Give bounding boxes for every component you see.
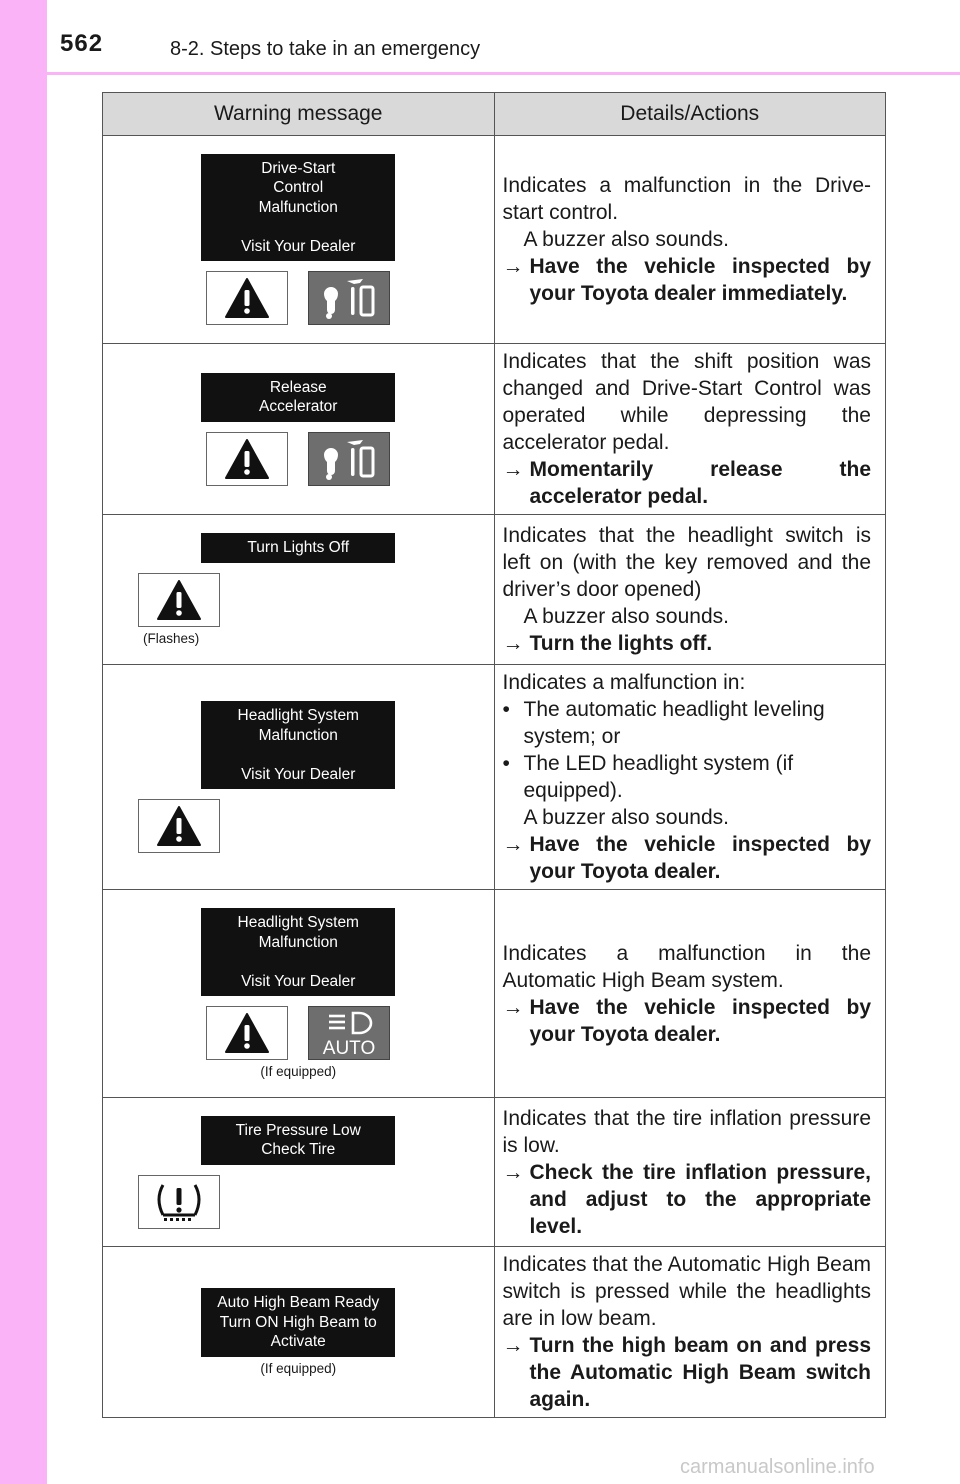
bullet-item: • The automatic headlight leveling system; or [502,698,825,748]
details-cell [494,515,886,665]
action-text: Turn the lights off. [529,632,713,655]
warning-triangle-icon [206,432,288,486]
section-title: 8-2. Steps to take in an emergency [170,38,481,60]
drive-start-control-icon [308,271,390,325]
warning-message-display: Auto High Beam Ready Turn ON High Beam to Activate [201,1288,395,1357]
details-cell [494,1247,886,1418]
warning-message-display: Headlight System Malfunction Visit Your Dealer [201,908,395,996]
auto-high-beam-icon [308,1006,390,1060]
table-row [103,890,886,1098]
warning-message-display: Drive-Start Control Malfunction Visit Your Dealer [201,154,395,262]
arrow-icon: → [502,995,524,1019]
arrow-icon: → [502,458,524,481]
arrow-icon: → [502,632,524,655]
arrow-icon: → [502,833,524,856]
svg-text:AUTO: AUTO [323,1038,376,1058]
warning-message-display: Release Accelerator [201,373,395,422]
table-row [103,1247,886,1418]
arrow-icon: → [502,255,524,278]
details-cell [494,1098,886,1247]
action-line [503,831,872,885]
warning-message-table [102,92,886,1418]
icon-caption: (If equipped) [260,1360,337,1376]
drive-start-control-icon [308,432,390,486]
action-text: Turn the high beam on and press the Automatic High Beam switch again. [529,1334,871,1411]
warning-message-display: Turn Lights Off [201,533,395,563]
warning-message-cell [103,665,495,890]
warning-message-cell [103,344,495,515]
table-row [103,1098,886,1247]
warning-triangle-icon [206,1006,288,1060]
table-row [103,515,886,665]
warning-message-display: Headlight System Malfunction Visit Your Dealer [201,701,395,789]
action-line [503,994,872,1048]
warning-message-cell [103,890,495,1098]
column-header-details-actions: Details/Actions [494,93,886,136]
header-rule [47,72,960,75]
details-cell [494,136,886,344]
side-strip [0,0,47,1484]
warning-message-cell [103,1247,495,1418]
table-row [103,665,886,890]
details-text: Indicates that the Automatic High Beam switch is pressed while the headlights are in low beam. [502,1253,871,1330]
action-text: Momentarily release the accelerator pedal. [529,458,871,508]
warning-message-display: Tire Pressure Low Check Tire [201,1116,395,1165]
action-text: Check the tire inflation pressure, and adjust to the appropriate level. [529,1160,871,1238]
bullet-item: • The LED headlight system (if equipped). [502,752,794,802]
tire-pressure-warning-icon [138,1175,220,1229]
action-line [503,1159,872,1240]
column-header-warning-message: Warning message [103,93,495,136]
details-text: Indicates a malfunction in the Automatic High Beam system. [502,941,871,992]
action-line [503,456,872,510]
details-cell [494,344,886,515]
details-cell [494,665,886,890]
buzzer-note: A buzzer also sounds. [523,228,729,251]
watermark: carmanualsonline.info [680,1456,875,1478]
details-text: Indicates that the headlight switch is left on (with the key removed and the driver’s door opened) [502,524,871,601]
buzzer-note: A buzzer also sounds. [523,806,729,829]
table-row [103,136,886,344]
details-text: Indicates a malfunction in: [502,671,746,694]
icon-caption: (Flashes) [143,630,200,646]
arrow-icon: → [502,1334,524,1357]
warning-triangle-icon [138,573,220,627]
action-line [503,253,872,307]
action-text: Have the vehicle inspected by your Toyota dealer immediately. [529,255,871,305]
details-cell [494,890,886,1098]
page-number: 562 [60,30,104,57]
warning-message-cell [103,1098,495,1247]
icon-caption: (If equipped) [260,1064,337,1079]
table-header-row [103,93,886,136]
details-text: Indicates a malfunction in the Drive-start control. [502,174,871,224]
action-line [503,630,872,657]
action-text: Have the vehicle inspected by your Toyota dealer. [529,833,871,883]
warning-triangle-icon [138,799,220,853]
action-line [503,1332,872,1413]
buzzer-note: A buzzer also sounds. [523,605,729,628]
warning-triangle-icon [206,271,288,325]
warning-message-cell [103,515,495,665]
action-text: Have the vehicle inspected by your Toyota dealer. [529,995,871,1046]
details-text: Indicates that the tire inflation pressure is low. [502,1106,871,1157]
table-row [103,344,886,515]
details-text: Indicates that the shift position was changed and Drive-Start Control was operated while depressing the accelerator pedal. [502,350,871,454]
warning-message-cell [103,136,495,344]
arrow-icon: → [502,1160,524,1184]
